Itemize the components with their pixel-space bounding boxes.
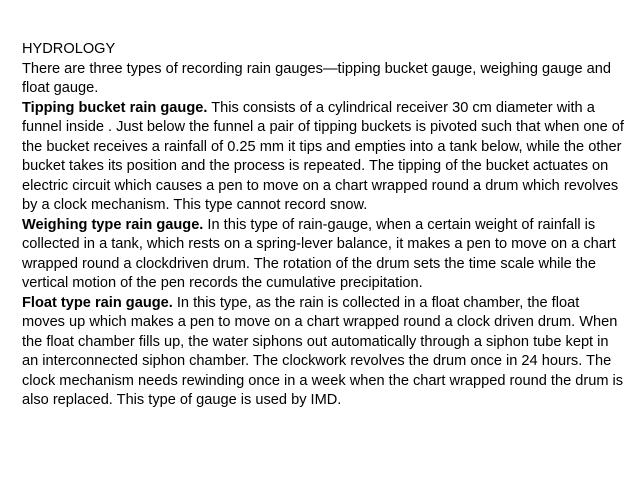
intro-paragraph: There are three types of recording rain gauges—tipping bucket gauge, weighing gauge and float gauge. xyxy=(22,60,612,96)
section-tipping-bucket xyxy=(22,99,624,216)
document-page xyxy=(22,40,624,411)
section-heading: Weighing type rain gauge. xyxy=(22,216,204,233)
section-heading: Tipping bucket rain gauge. xyxy=(22,99,208,116)
section-weighing-type xyxy=(22,216,624,294)
section-body: This consists of a cylindrical receiver 30 cm diameter with a funnel inside . Just below the funnel a pair of tipping buckets is pivoted such that when one of the bucket receives a rainfall of 0.25 mm it tips and empties into a tank below, while the other bucket takes its position and the process is repeated. The tipping of the bucket actuates on electric circuit which causes a pen to move on a chart wrapped round a drum which revolves by a clock mechanism. This type cannot record snow. xyxy=(22,99,624,213)
section-heading: Float type rain gauge. xyxy=(22,294,173,311)
section-body: In this type of rain-gauge, when a certain weight of rainfall is collected in a tank, which rests on a spring-lever balance, it makes a pen to move on a chart wrapped round a clockdriven drum. The rotation of the drum sets the time scale while the vertical motion of the pen records the cumulative precipitation. xyxy=(22,216,616,291)
section-float-type xyxy=(22,294,624,411)
section-body: In this type, as the rain is collected in a float chamber, the float moves up which makes a pen to move on a chart wrapped round a clock driven drum. When the float chamber fills up, the water siphons out automatically through a siphon tube kept in an interconnected siphon chamber. The clockwork revolves the drum once in 24 hours. The clock mechanism needs rewinding once in a week when the chart wrapped round the drum is also replaced. This type of gauge is used by IMD. xyxy=(22,294,624,408)
document-title: HYDROLOGY xyxy=(22,41,116,57)
